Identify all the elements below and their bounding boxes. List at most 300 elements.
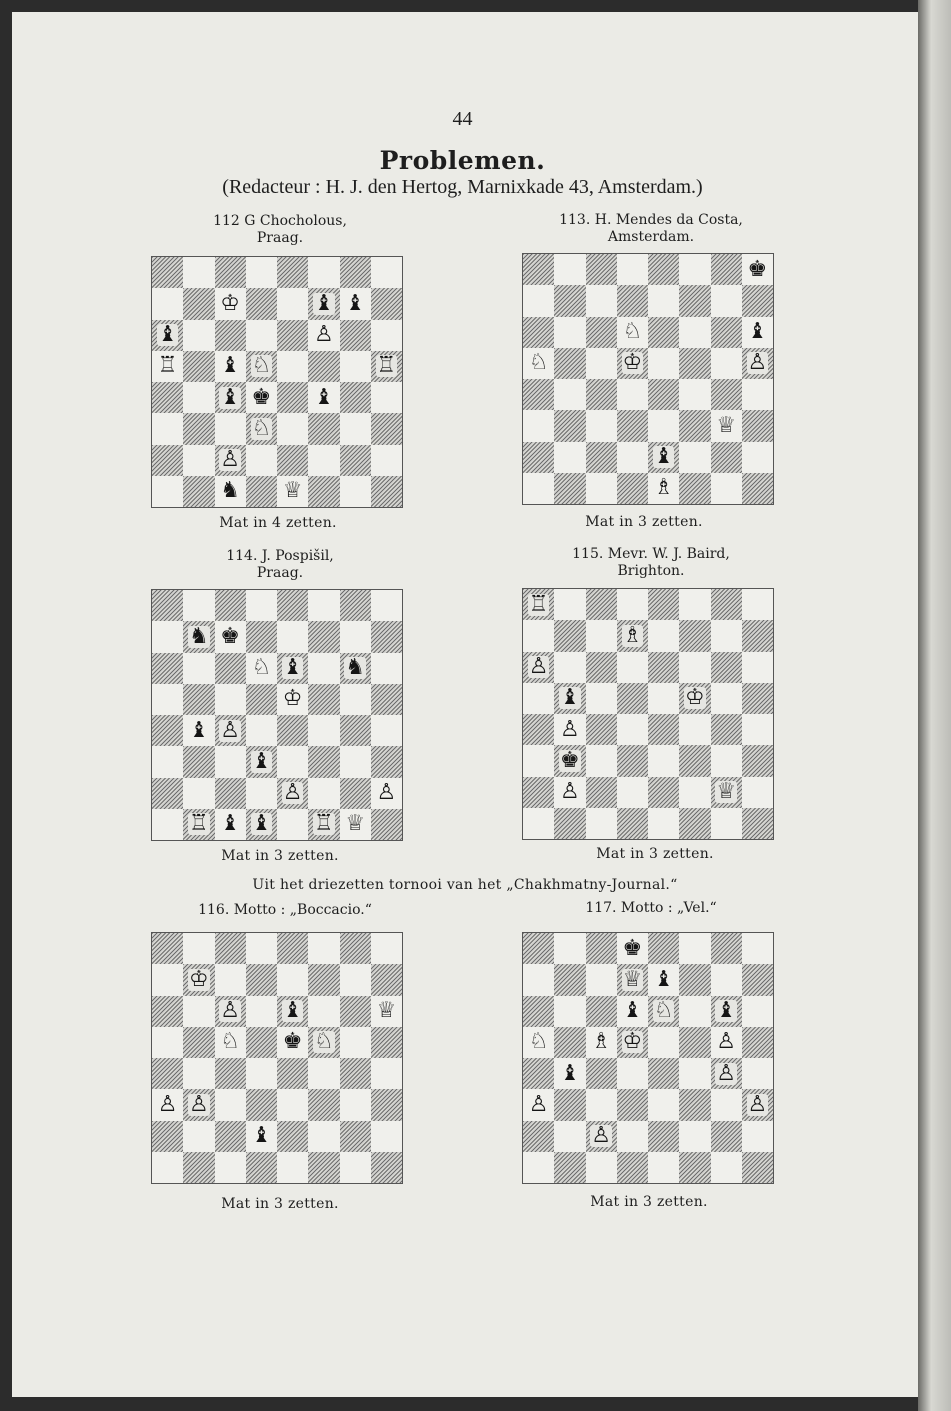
square-f5 [679, 1027, 710, 1058]
square-b7 [183, 964, 214, 995]
white-knight-icon: ♘ [220, 1029, 240, 1055]
square-e1 [648, 1152, 679, 1183]
problem-author: 117. Motto : „Vel.“ [585, 900, 717, 916]
square-g6 [340, 996, 371, 1027]
square-c7 [215, 621, 246, 652]
square-d5 [246, 1027, 277, 1058]
square-b4 [183, 382, 214, 413]
square-h3 [742, 1089, 773, 1120]
square-a7 [152, 621, 183, 652]
square-g1 [340, 809, 371, 840]
square-a7 [523, 964, 554, 995]
square-d1 [246, 476, 277, 507]
square-e3 [277, 1089, 308, 1120]
white-pawn-icon: ♙ [560, 716, 580, 742]
black-bishop-icon: ♝ [622, 998, 643, 1024]
white-pawn-icon: ♙ [282, 780, 303, 806]
square-f8 [679, 933, 710, 964]
square-g1 [711, 1152, 742, 1183]
square-b5 [554, 1027, 585, 1058]
square-g8 [340, 257, 371, 288]
square-b8 [554, 254, 585, 285]
square-d2 [617, 1121, 648, 1152]
white-rook-icon: ♖ [376, 353, 397, 379]
black-bishop-icon: ♝ [157, 322, 178, 348]
square-c4 [586, 714, 617, 745]
white-bishop-icon: ♗ [591, 1029, 611, 1055]
square-d6 [246, 653, 277, 684]
square-f7 [679, 620, 710, 651]
square-h6 [371, 653, 402, 684]
square-g4 [711, 379, 742, 410]
square-b3 [554, 1089, 585, 1120]
square-b5 [183, 1027, 214, 1058]
square-c3 [215, 746, 246, 777]
square-b2 [183, 445, 214, 476]
white-bishop-icon: ♗ [653, 475, 674, 501]
square-g4 [340, 382, 371, 413]
square-g4 [340, 1058, 371, 1089]
square-e3 [648, 410, 679, 441]
square-g3 [340, 1089, 371, 1120]
square-e6 [648, 996, 679, 1027]
square-h5 [371, 351, 402, 382]
problem-location: Amsterdam. [607, 229, 695, 245]
white-pawn-icon: ♙ [220, 447, 240, 473]
square-f2 [679, 1121, 710, 1152]
white-knight-icon: ♘ [251, 415, 272, 441]
tourney-note: Uit het driezetten tornooi van het „Chakhmatny-Journal.“ [252, 877, 678, 893]
square-c8 [586, 254, 617, 285]
problem-stipulation: Mat in 3 zetten. [590, 1194, 708, 1210]
square-g1 [711, 473, 742, 504]
white-pawn-icon: ♙ [747, 1091, 768, 1117]
square-h7 [742, 285, 773, 316]
square-c6 [586, 996, 617, 1027]
square-g6 [711, 652, 742, 683]
square-e6 [648, 317, 679, 348]
square-c1 [586, 808, 617, 839]
square-c4 [586, 1058, 617, 1089]
black-bishop-icon: ♝ [314, 290, 334, 316]
square-g6 [340, 320, 371, 351]
white-queen-icon: ♕ [716, 412, 736, 438]
square-h6 [371, 996, 402, 1027]
white-knight-icon: ♘ [528, 1029, 549, 1055]
square-e4 [277, 382, 308, 413]
black-bishop-icon: ♝ [220, 384, 240, 410]
black-bishop-icon: ♝ [282, 655, 303, 681]
square-d3 [246, 413, 277, 444]
black-king-icon: ♚ [282, 1029, 303, 1055]
black-king-icon: ♚ [560, 747, 580, 773]
white-pawn-icon: ♙ [716, 1029, 736, 1055]
square-g2 [711, 777, 742, 808]
square-f2 [679, 777, 710, 808]
problem-stipulation: Mat in 3 zetten. [221, 848, 339, 864]
white-pawn-icon: ♙ [157, 1091, 178, 1117]
square-a1 [523, 473, 554, 504]
square-c3 [586, 410, 617, 441]
square-e4 [277, 1058, 308, 1089]
square-a8 [523, 254, 554, 285]
square-e3 [277, 746, 308, 777]
square-c1 [215, 1152, 246, 1183]
square-f5 [679, 683, 710, 714]
black-bishop-icon: ♝ [560, 685, 580, 711]
square-b7 [183, 288, 214, 319]
problem-heading [145, 213, 415, 247]
square-g8 [340, 933, 371, 964]
problem-location: Praag. [256, 565, 304, 581]
white-king-icon: ♔ [220, 290, 240, 316]
square-e5 [277, 1027, 308, 1058]
square-h1 [742, 473, 773, 504]
square-b6 [554, 652, 585, 683]
square-g7 [711, 964, 742, 995]
square-f6 [308, 653, 339, 684]
white-bishop-icon: ♗ [622, 622, 643, 648]
square-d8 [617, 589, 648, 620]
square-d7 [246, 621, 277, 652]
white-pawn-icon: ♙ [528, 654, 549, 680]
square-b4 [554, 714, 585, 745]
chess-diagram [151, 932, 403, 1184]
square-c5 [215, 351, 246, 382]
square-g1 [340, 1152, 371, 1183]
square-h7 [371, 964, 402, 995]
square-f6 [679, 317, 710, 348]
white-pawn-icon: ♙ [560, 779, 580, 805]
problem-location: Brighton. [617, 563, 685, 579]
page-title: Problemen. [379, 146, 546, 175]
square-e7 [648, 620, 679, 651]
square-c2 [586, 1121, 617, 1152]
black-knight-icon: ♞ [345, 655, 365, 681]
square-d8 [617, 933, 648, 964]
white-rook-icon: ♖ [528, 591, 549, 617]
white-knight-icon: ♘ [251, 353, 272, 379]
square-c3 [215, 413, 246, 444]
square-c4 [215, 382, 246, 413]
square-g5 [711, 1027, 742, 1058]
square-h6 [742, 652, 773, 683]
square-a6 [152, 320, 183, 351]
square-e7 [277, 288, 308, 319]
square-e6 [277, 996, 308, 1027]
square-b2 [554, 777, 585, 808]
square-b3 [183, 413, 214, 444]
white-pawn-icon: ♙ [716, 1060, 736, 1086]
square-b3 [554, 410, 585, 441]
square-d4 [246, 1058, 277, 1089]
square-c6 [586, 317, 617, 348]
white-king-icon: ♔ [622, 1029, 643, 1055]
square-f8 [308, 933, 339, 964]
square-g8 [340, 590, 371, 621]
square-d6 [246, 320, 277, 351]
square-c5 [586, 1027, 617, 1058]
square-f3 [679, 1089, 710, 1120]
black-king-icon: ♚ [747, 256, 768, 282]
white-knight-icon: ♘ [314, 1029, 334, 1055]
white-knight-icon: ♘ [528, 350, 549, 376]
square-g5 [711, 348, 742, 379]
square-c2 [215, 778, 246, 809]
square-d6 [617, 996, 648, 1027]
square-d7 [617, 285, 648, 316]
square-b4 [183, 1058, 214, 1089]
square-e6 [648, 652, 679, 683]
square-c6 [215, 996, 246, 1027]
square-a1 [523, 808, 554, 839]
black-bishop-icon: ♝ [251, 811, 272, 837]
square-e6 [277, 653, 308, 684]
square-d2 [246, 778, 277, 809]
square-c3 [586, 1089, 617, 1120]
problem-stipulation: Mat in 3 zetten. [596, 846, 714, 862]
square-h1 [371, 1152, 402, 1183]
white-king-icon: ♔ [622, 350, 643, 376]
square-b4 [554, 1058, 585, 1089]
square-a7 [523, 620, 554, 651]
square-b5 [554, 348, 585, 379]
square-e1 [277, 1152, 308, 1183]
white-knight-icon: ♘ [653, 998, 674, 1024]
square-d4 [617, 714, 648, 745]
square-d3 [246, 746, 277, 777]
square-f3 [308, 413, 339, 444]
square-g2 [340, 1121, 371, 1152]
square-e3 [648, 1089, 679, 1120]
square-b7 [554, 620, 585, 651]
square-h4 [371, 382, 402, 413]
square-d3 [246, 1089, 277, 1120]
square-c8 [215, 257, 246, 288]
square-f7 [679, 964, 710, 995]
square-h7 [371, 621, 402, 652]
square-a3 [523, 1089, 554, 1120]
square-b2 [554, 442, 585, 473]
square-c7 [586, 285, 617, 316]
square-f3 [308, 1089, 339, 1120]
white-queen-icon: ♕ [716, 779, 736, 805]
square-e5 [648, 683, 679, 714]
square-c4 [215, 1058, 246, 1089]
square-c2 [586, 442, 617, 473]
white-pawn-icon: ♙ [528, 1091, 549, 1117]
square-b1 [554, 1152, 585, 1183]
square-h3 [371, 746, 402, 777]
square-b6 [183, 653, 214, 684]
square-d4 [617, 379, 648, 410]
square-d6 [246, 996, 277, 1027]
square-f7 [308, 621, 339, 652]
square-g6 [711, 317, 742, 348]
square-f4 [308, 715, 339, 746]
black-king-icon: ♚ [622, 935, 643, 961]
square-g4 [340, 715, 371, 746]
square-h1 [371, 809, 402, 840]
problem-author: 115. Mevr. W. J. Baird, [572, 546, 730, 562]
white-queen-icon: ♕ [282, 478, 303, 504]
black-bishop-icon: ♝ [220, 811, 240, 837]
square-e4 [648, 714, 679, 745]
square-g5 [711, 683, 742, 714]
square-f1 [679, 808, 710, 839]
square-f4 [308, 382, 339, 413]
square-a2 [152, 778, 183, 809]
square-h8 [371, 933, 402, 964]
square-a2 [523, 442, 554, 473]
square-h5 [371, 1027, 402, 1058]
black-bishop-icon: ♝ [560, 1060, 580, 1086]
square-a3 [152, 413, 183, 444]
square-d1 [246, 1152, 277, 1183]
square-g2 [711, 442, 742, 473]
square-h2 [371, 445, 402, 476]
square-d4 [617, 1058, 648, 1089]
problem-heading [516, 900, 786, 917]
square-d5 [617, 348, 648, 379]
chess-diagram [151, 256, 403, 508]
square-f6 [308, 320, 339, 351]
square-f8 [679, 254, 710, 285]
square-a1 [152, 476, 183, 507]
square-a2 [523, 1121, 554, 1152]
square-b7 [554, 285, 585, 316]
white-queen-icon: ♕ [345, 811, 365, 837]
problem-stipulation: Mat in 4 zetten. [219, 515, 337, 531]
chess-diagram [151, 589, 403, 841]
square-h4 [371, 1058, 402, 1089]
black-bishop-icon: ♝ [189, 717, 209, 743]
square-h7 [742, 964, 773, 995]
square-h2 [742, 777, 773, 808]
square-c5 [215, 1027, 246, 1058]
square-g3 [711, 410, 742, 441]
square-f8 [308, 590, 339, 621]
square-h7 [371, 288, 402, 319]
black-bishop-icon: ♝ [653, 444, 674, 470]
square-b8 [183, 257, 214, 288]
square-a3 [523, 745, 554, 776]
square-g7 [340, 288, 371, 319]
square-f2 [308, 778, 339, 809]
square-h5 [742, 1027, 773, 1058]
square-b7 [183, 621, 214, 652]
square-h3 [371, 413, 402, 444]
square-g3 [340, 746, 371, 777]
square-h5 [742, 348, 773, 379]
square-f6 [679, 996, 710, 1027]
square-c8 [586, 933, 617, 964]
square-b6 [554, 317, 585, 348]
square-a5 [523, 683, 554, 714]
square-h1 [742, 1152, 773, 1183]
square-a4 [523, 1058, 554, 1089]
square-f7 [308, 964, 339, 995]
square-g5 [340, 1027, 371, 1058]
square-g6 [340, 653, 371, 684]
square-h6 [742, 996, 773, 1027]
square-f1 [308, 1152, 339, 1183]
square-a7 [152, 288, 183, 319]
square-f1 [679, 1152, 710, 1183]
square-b5 [554, 683, 585, 714]
square-c8 [215, 590, 246, 621]
square-f7 [679, 285, 710, 316]
square-d4 [246, 715, 277, 746]
square-h8 [742, 589, 773, 620]
square-a5 [523, 1027, 554, 1058]
square-b8 [554, 933, 585, 964]
black-bishop-icon: ♝ [653, 966, 674, 992]
square-d5 [617, 1027, 648, 1058]
square-g1 [340, 476, 371, 507]
square-c7 [586, 964, 617, 995]
black-bishop-icon: ♝ [345, 290, 365, 316]
square-a4 [523, 379, 554, 410]
square-a4 [152, 715, 183, 746]
square-b8 [183, 933, 214, 964]
square-b3 [183, 1089, 214, 1120]
square-a6 [152, 653, 183, 684]
problem-stipulation: Mat in 3 zetten. [221, 1196, 339, 1212]
square-f2 [308, 1121, 339, 1152]
square-f7 [308, 288, 339, 319]
square-c4 [215, 715, 246, 746]
square-h8 [742, 933, 773, 964]
square-d8 [246, 257, 277, 288]
square-a1 [152, 1152, 183, 1183]
square-f4 [679, 379, 710, 410]
square-h5 [742, 683, 773, 714]
square-b1 [183, 476, 214, 507]
square-e5 [277, 351, 308, 382]
square-h4 [742, 379, 773, 410]
square-a8 [523, 933, 554, 964]
square-h1 [742, 808, 773, 839]
square-f8 [308, 257, 339, 288]
square-e1 [648, 808, 679, 839]
square-e3 [648, 745, 679, 776]
square-c5 [215, 684, 246, 715]
square-h2 [371, 778, 402, 809]
editor-line: (Redacteur : H. J. den Hertog, Marnixkade 43, Amsterdam.) [222, 176, 703, 198]
square-d8 [246, 590, 277, 621]
square-c7 [586, 620, 617, 651]
square-d5 [246, 351, 277, 382]
square-g7 [711, 285, 742, 316]
square-b6 [183, 996, 214, 1027]
square-e7 [648, 285, 679, 316]
square-b6 [554, 996, 585, 1027]
square-a5 [152, 1027, 183, 1058]
square-a3 [152, 746, 183, 777]
square-a5 [152, 351, 183, 382]
square-h2 [742, 442, 773, 473]
square-d2 [246, 445, 277, 476]
square-d8 [246, 933, 277, 964]
square-d2 [617, 442, 648, 473]
square-a4 [523, 714, 554, 745]
square-e2 [648, 442, 679, 473]
square-h4 [742, 714, 773, 745]
white-king-icon: ♔ [189, 966, 209, 992]
square-a6 [523, 652, 554, 683]
square-a8 [152, 257, 183, 288]
